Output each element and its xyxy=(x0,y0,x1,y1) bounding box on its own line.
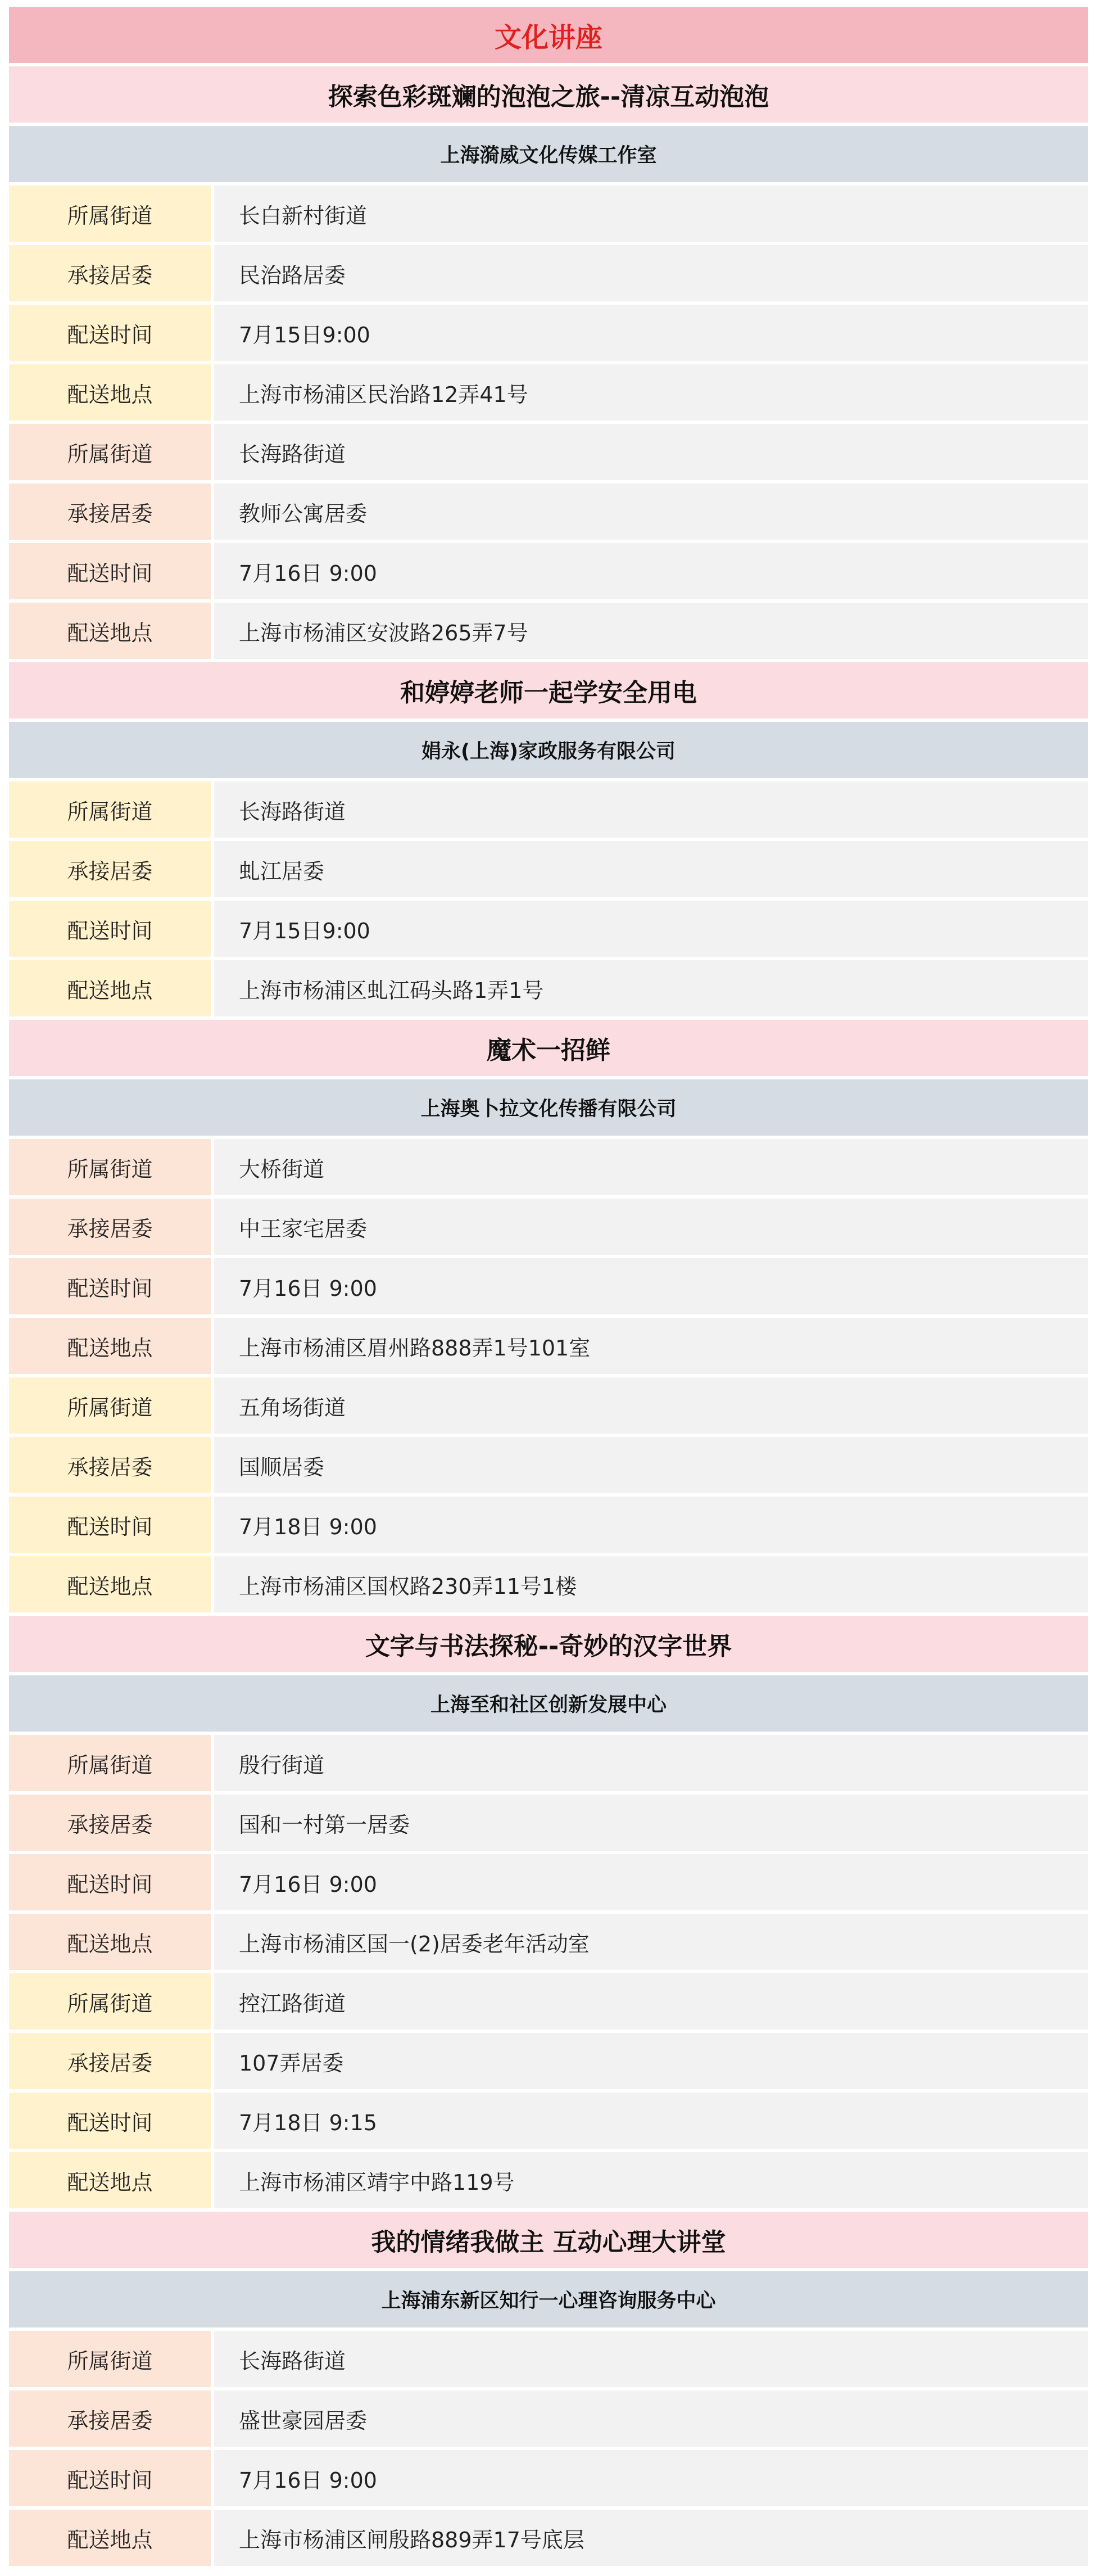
field-label-street: 所属街道 xyxy=(9,2331,211,2387)
field-label-location: 配送地点 xyxy=(9,2510,211,2566)
table-row xyxy=(9,2152,1088,2208)
field-label-street: 所属街道 xyxy=(9,1973,211,2030)
lecture-title: 魔术一招鲜 xyxy=(9,1020,1088,1076)
table-row xyxy=(9,245,1088,301)
field-value-time: 7月18日 9:00 xyxy=(214,1497,1088,1553)
page-title: 文化讲座 xyxy=(9,7,1088,63)
field-label-committee: 承接居委 xyxy=(9,2390,211,2447)
field-label-location: 配送地点 xyxy=(9,603,211,659)
lecture-title: 探索色彩斑斓的泡泡之旅--清凉互动泡泡 xyxy=(9,66,1088,123)
field-label-location: 配送地点 xyxy=(9,1914,211,1970)
table-row xyxy=(9,543,1088,599)
field-label-committee: 承接居委 xyxy=(9,841,211,897)
field-value-time: 7月18日 9:15 xyxy=(214,2093,1088,2149)
field-value-location: 上海市杨浦区虬江码头路1弄1号 xyxy=(214,960,1088,1016)
field-label-street: 所属街道 xyxy=(9,1735,211,1791)
table-row xyxy=(9,1437,1088,1493)
field-label-time: 配送时间 xyxy=(9,901,211,957)
lecture-section xyxy=(9,66,1088,659)
field-label-time: 配送时间 xyxy=(9,543,211,599)
lecture-title: 我的情绪我做主 互动心理大讲堂 xyxy=(9,2212,1088,2268)
field-value-committee: 国顺居委 xyxy=(214,1437,1088,1493)
provider-name: 娟永(上海)家政服务有限公司 xyxy=(9,722,1088,778)
field-value-time: 7月15日9:00 xyxy=(214,305,1088,361)
field-value-street: 五角场街道 xyxy=(214,1377,1088,1434)
table-row xyxy=(9,1258,1088,1314)
table-row xyxy=(9,2390,1088,2447)
field-label-street: 所属街道 xyxy=(9,186,211,242)
table-row xyxy=(9,960,1088,1016)
field-label-committee: 承接居委 xyxy=(9,2033,211,2089)
field-value-street: 长白新村街道 xyxy=(214,186,1088,242)
field-label-committee: 承接居委 xyxy=(9,483,211,540)
provider-name: 上海浦东新区知行一心理咨询服务中心 xyxy=(9,2271,1088,2328)
field-label-committee: 承接居委 xyxy=(9,1199,211,1255)
field-value-committee: 国和一村第一居委 xyxy=(214,1795,1088,1851)
field-label-street: 所属街道 xyxy=(9,781,211,838)
lecture-title: 和婷婷老师一起学安全用电 xyxy=(9,662,1088,718)
field-label-committee: 承接居委 xyxy=(9,1795,211,1851)
lecture-title: 文字与书法探秘--奇妙的汉字世界 xyxy=(9,1616,1088,1672)
field-label-location: 配送地点 xyxy=(9,960,211,1016)
table-row xyxy=(9,901,1088,957)
table-row xyxy=(9,1139,1088,1195)
field-value-street: 长海路街道 xyxy=(214,781,1088,838)
table-row xyxy=(9,1854,1088,1910)
field-value-location: 上海市杨浦区靖宇中路119号 xyxy=(214,2152,1088,2208)
field-value-committee: 教师公寓居委 xyxy=(214,483,1088,540)
field-value-street: 长海路街道 xyxy=(214,424,1088,480)
table-row xyxy=(9,2033,1088,2089)
table-row xyxy=(9,1795,1088,1851)
table-row xyxy=(9,603,1088,659)
lecture-section xyxy=(9,1020,1088,1612)
field-label-location: 配送地点 xyxy=(9,1556,211,1612)
table-row xyxy=(9,1556,1088,1612)
provider-name: 上海奥卜拉文化传播有限公司 xyxy=(9,1079,1088,1136)
table-row xyxy=(9,1914,1088,1970)
table-row xyxy=(9,1318,1088,1374)
field-value-time: 7月15日9:00 xyxy=(214,901,1088,957)
table-row xyxy=(9,364,1088,421)
field-label-location: 配送地点 xyxy=(9,2152,211,2208)
field-value-location: 上海市杨浦区闸殷路889弄17号底层 xyxy=(214,2510,1088,2566)
field-label-location: 配送地点 xyxy=(9,1318,211,1374)
table-row xyxy=(9,2510,1088,2566)
field-value-committee: 中王家宅居委 xyxy=(214,1199,1088,1255)
table-row xyxy=(9,424,1088,480)
table-row xyxy=(9,305,1088,361)
field-label-street: 所属街道 xyxy=(9,424,211,480)
field-value-committee: 民治路居委 xyxy=(214,245,1088,301)
field-value-time: 7月16日 9:00 xyxy=(214,2450,1088,2506)
field-value-street: 长海路街道 xyxy=(214,2331,1088,2387)
table-row xyxy=(9,1497,1088,1553)
field-value-location: 上海市杨浦区安波路265弄7号 xyxy=(214,603,1088,659)
field-label-committee: 承接居委 xyxy=(9,245,211,301)
lecture-list xyxy=(9,66,1088,2566)
field-label-location: 配送地点 xyxy=(9,364,211,421)
field-label-time: 配送时间 xyxy=(9,1854,211,1910)
field-value-time: 7月16日 9:00 xyxy=(214,1258,1088,1314)
field-value-street: 殷行街道 xyxy=(214,1735,1088,1791)
field-value-location: 上海市杨浦区国权路230弄11号1楼 xyxy=(214,1556,1088,1612)
field-label-time: 配送时间 xyxy=(9,2093,211,2149)
lecture-section xyxy=(9,1616,1088,2208)
table-row xyxy=(9,1735,1088,1791)
provider-name: 上海漪威文化传媒工作室 xyxy=(9,126,1088,182)
field-label-street: 所属街道 xyxy=(9,1377,211,1434)
field-value-street: 控江路街道 xyxy=(214,1973,1088,2030)
table-row xyxy=(9,841,1088,897)
table-row xyxy=(9,483,1088,540)
table-row xyxy=(9,186,1088,242)
lecture-schedule-table xyxy=(9,7,1088,2569)
field-value-committee: 虬江居委 xyxy=(214,841,1088,897)
field-label-committee: 承接居委 xyxy=(9,1437,211,1493)
table-row xyxy=(9,2331,1088,2387)
field-value-street: 大桥街道 xyxy=(214,1139,1088,1195)
field-label-time: 配送时间 xyxy=(9,1258,211,1314)
field-value-time: 7月16日 9:00 xyxy=(214,543,1088,599)
field-value-location: 上海市杨浦区民治路12弄41号 xyxy=(214,364,1088,421)
field-value-time: 7月16日 9:00 xyxy=(214,1854,1088,1910)
field-label-street: 所属街道 xyxy=(9,1139,211,1195)
field-label-time: 配送时间 xyxy=(9,2450,211,2506)
table-row xyxy=(9,2093,1088,2149)
field-value-committee: 107弄居委 xyxy=(214,2033,1088,2089)
field-value-location: 上海市杨浦区国一(2)居委老年活动室 xyxy=(214,1914,1088,1970)
lecture-section xyxy=(9,2212,1088,2566)
table-row xyxy=(9,1377,1088,1434)
field-label-time: 配送时间 xyxy=(9,305,211,361)
table-row xyxy=(9,2450,1088,2506)
table-row xyxy=(9,1973,1088,2030)
table-row xyxy=(9,1199,1088,1255)
provider-name: 上海至和社区创新发展中心 xyxy=(9,1675,1088,1732)
lecture-section xyxy=(9,662,1088,1016)
field-label-time: 配送时间 xyxy=(9,1497,211,1553)
table-row xyxy=(9,781,1088,838)
field-value-location: 上海市杨浦区眉州路888弄1号101室 xyxy=(214,1318,1088,1374)
field-value-committee: 盛世豪园居委 xyxy=(214,2390,1088,2447)
